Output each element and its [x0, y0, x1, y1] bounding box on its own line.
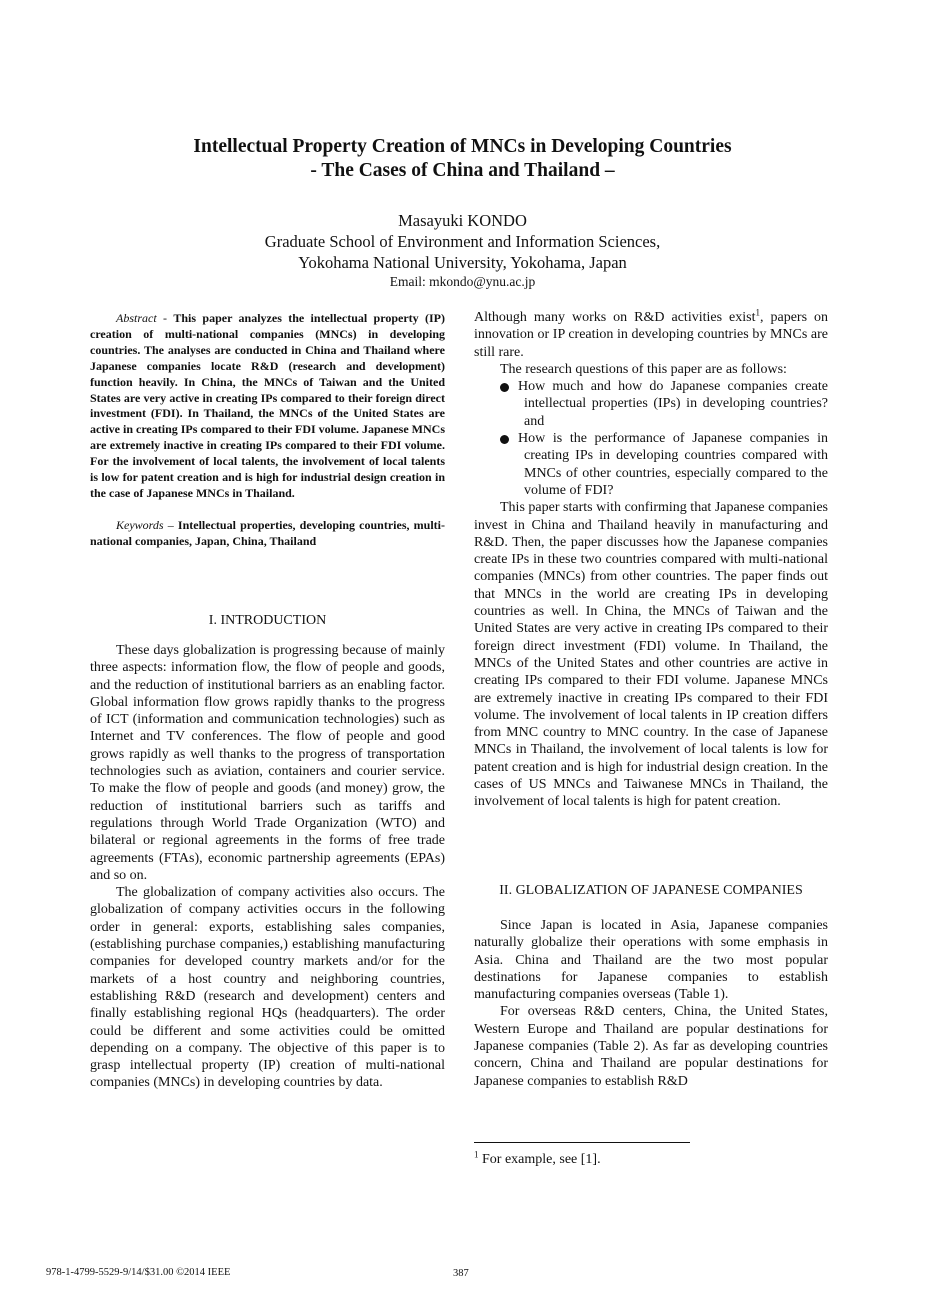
right-paragraph-1-start: Although many works on R&D activities exist [474, 310, 756, 325]
footnote [474, 1149, 601, 1168]
list-item [474, 378, 828, 430]
right-paragraph-1-end: , papers on innovation or IP creation in developing countries by MNCs are still rare. [474, 310, 829, 360]
keywords [90, 518, 445, 550]
keywords-text: Intellectual properties, developing countries, multi-national companies, Japan, China, Thailand [90, 517, 445, 548]
footnote-number: 1 [474, 1149, 479, 1160]
abstract-label: Abstract [116, 311, 157, 325]
page-number: 387 [453, 1268, 469, 1279]
bullet-text: How much and how do Japanese companies create intellectual properties (IPs) in developing countries? and [518, 379, 828, 429]
intro-paragraph-1: These days globalization is progressing because of mainly three aspects: information flow, the flow of people and goods, and the reduction of institutional barriers as an enabling factor. Global information flow grows rapidly thanks to the progress of ICT (information and communication technologies) such as Internet and TV conferences. The flow of people and good grows rapidly as well thanks to the progress of transportation technologies such as aviation, containers and courier service. To make the flow of people and goods (and money) grow, the reduction of institutional barriers such as tariffs and regulations through World Trade Organization (WTO) and bilateral or regional agreements in the forms of free trade agreements (FTAs), economic partnership agreements (EPAs) and so on. [90, 643, 445, 883]
introduction-body [90, 642, 445, 1092]
section-heading-introduction: I. INTRODUCTION [208, 613, 327, 628]
section2-paragraph-2: For overseas R&D centers, China, the United States, Western Europe and Thailand are popular destinations for Japanese companies (Table 2). As far as developing countries concern, China and Thailand are popular destinations for Japanese companies to establish R&D [474, 1004, 828, 1089]
right-paragraph-3: This paper starts with confirming that Japanese companies invest in China and Thailand heavily in manufacturing and R&D. Then, the paper discusses how the Japanese companies create IPs in these two countries compared with multi-national companies (MNCs) from other countries. The paper finds out that MNCs in the world are creating IPs in developing countries as well. In China, the MNCs of Taiwan and the United States are very active in creating IPs compared to their foreign direct investment (FDI) volume. In Thailand, the MNCs of the United States and other countries are active in creating IPs compared to their FDI volume. Japanese MNCs are extremely inactive in creating IPs compared to their FDI volume. The involvement of local talents in IP creation differs from MNC country to MNC country. In the case of Japanese MNCs in Thailand, the involvement of local talents is low for patent creation and is high for industrial design creation. In the cases of US MNCs and Taiwanese MNCs in Thailand, the involvement of local talents is high for patent creation. [474, 500, 828, 810]
research-questions-list [474, 378, 828, 499]
bullet-icon [500, 435, 509, 444]
abstract-text: This paper analyzes the intellectual property (IP) creation of multi-national companies (MNCs) in developing countries. The analyses are conducted in China and Thailand where Japanese companies locate R&D (research and development) function heavily. In China, the MNCs of Taiwan and the United States are very active in creating IPs compared to their foreign direct investment (FDI). In Thailand, the MNCs of the United States are active in creating IPs compared to their FDI volume. Japanese MNCs are extremely inactive in creating IPs compared to their FDI volume. For the involvement of local talents, the involvement of local talents is low for patent creation and is high for industrial design creation in the case of Japanese MNCs in Thailand. [90, 311, 446, 500]
author-name: Masayuki KONDO [398, 211, 527, 230]
globalization-body [474, 917, 828, 1090]
affiliation-line1: Graduate School of Environment and Information Sciences, [264, 232, 661, 251]
right-paragraph-2: The research questions of this paper are as follows: [500, 361, 787, 377]
affiliation-line2: Yokohama National University, Yokohama, Japan [298, 253, 627, 272]
intro-paragraph-2: The globalization of company activities also occurs. The globalization of company activities occurs in the following order in general: exports, establishing sales companies, (establishing purchase companies,) establishing manufacturing companies for developed country markets and/or for the markets of a host country and neighboring countries, establishing R&D (research and development) centers and finally establishing regional HQs (headquarters). The order could be different and some activities could be omitted depending on a company. The objective of this paper is to grasp intellectual property (IP) creation of multi-national companies (MNCs) in developing countries by data. [90, 885, 445, 1091]
abstract [90, 311, 445, 550]
isbn-copyright: 978-1-4799-5529-9/14/$31.00 ©2014 IEEE [46, 1267, 231, 1278]
abstract-separator: - [156, 311, 174, 325]
right-paragraph-1 [474, 309, 828, 361]
keywords-label: Keywords [116, 517, 164, 532]
paper-title-line1: Intellectual Property Creation of MNCs in Developing Countries [193, 136, 732, 157]
author-email: Email: mkondo@ynu.ac.jp [389, 274, 536, 289]
paper-title-line2: - The Cases of China and Thailand – [310, 160, 615, 181]
footnote-ref: 1 [755, 307, 760, 318]
list-item [474, 430, 828, 499]
section-heading-globalization: II. GLOBALIZATION OF JAPANESE COMPANIES [499, 883, 803, 898]
bullet-text: How is the performance of Japanese companies in creating IPs in developing countries compared with MNCs of other countries, especially compared to the volume of FDI? [518, 431, 828, 498]
section2-paragraph-1: Since Japan is located in Asia, Japanese companies naturally globalize their operations with some emphasis in Asia. China and Thailand are the two most popular destinations for Japanese companies to establish manufacturing companies overseas (Table 1). [474, 918, 828, 1003]
bullet-icon [500, 383, 509, 392]
keywords-separator: – [163, 517, 178, 532]
footnote-text: For example, see [1]. [478, 1152, 601, 1167]
footnote-divider [474, 1142, 690, 1143]
right-column-intro [474, 309, 828, 811]
